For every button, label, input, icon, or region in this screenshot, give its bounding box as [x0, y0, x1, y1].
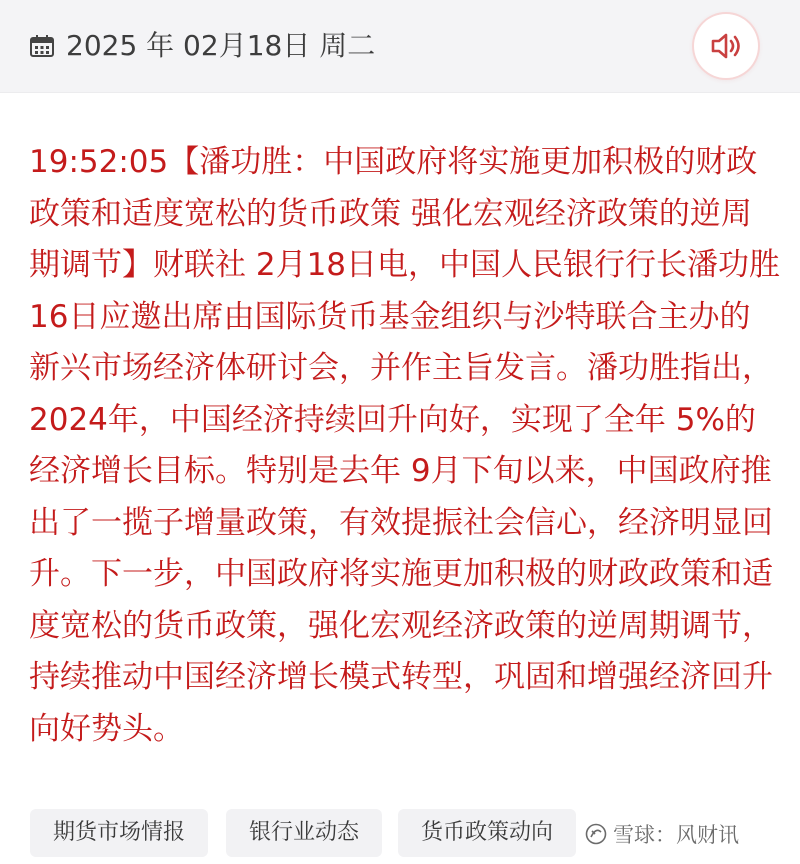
article-body: 19:52:05【潘功胜：中国政府将实施更加积极的财政政策和适度宽松的货币政策 强化宏观经济政策的逆周期调节】财联社 2月18日电，中国人民银行行长潘功胜16日应邀出席由国际货币基金组织与沙特联合主办的新兴市场经济体研讨会，并作主旨发言。潘功胜指出，2024年，中国经济持续回升向好，实现了全年 5%的经济增长目标。特别是去年 9月下旬以来，中国政府推出了一揽子增量政策，有效提振社会信心，经济明显回升。下一步，中国政府将实施更加积极的财政政策和适度宽松的货币政策，强化宏观经济政策的逆周期调节，持续推动中国经济增长模式转型，巩固和增强经济回升向好势头。 [29, 144, 781, 747]
watermark [585, 821, 739, 849]
speaker-icon [710, 31, 742, 61]
news-article [29, 137, 781, 755]
calendar-icon [30, 35, 54, 57]
tag-banking-news[interactable]: 银行业动态 [226, 809, 382, 857]
date-label: 2025 年 02月18日 周二 [66, 29, 376, 62]
play-audio-button[interactable] [694, 14, 758, 78]
watermark-text: 雪球：风财讯 [613, 823, 739, 847]
date-header [0, 0, 800, 93]
xueqiu-logo-icon [585, 823, 607, 845]
tag-futures-market[interactable]: 期货市场情报 [30, 809, 208, 857]
tag-monetary-policy[interactable]: 货币政策动向 [398, 809, 576, 857]
